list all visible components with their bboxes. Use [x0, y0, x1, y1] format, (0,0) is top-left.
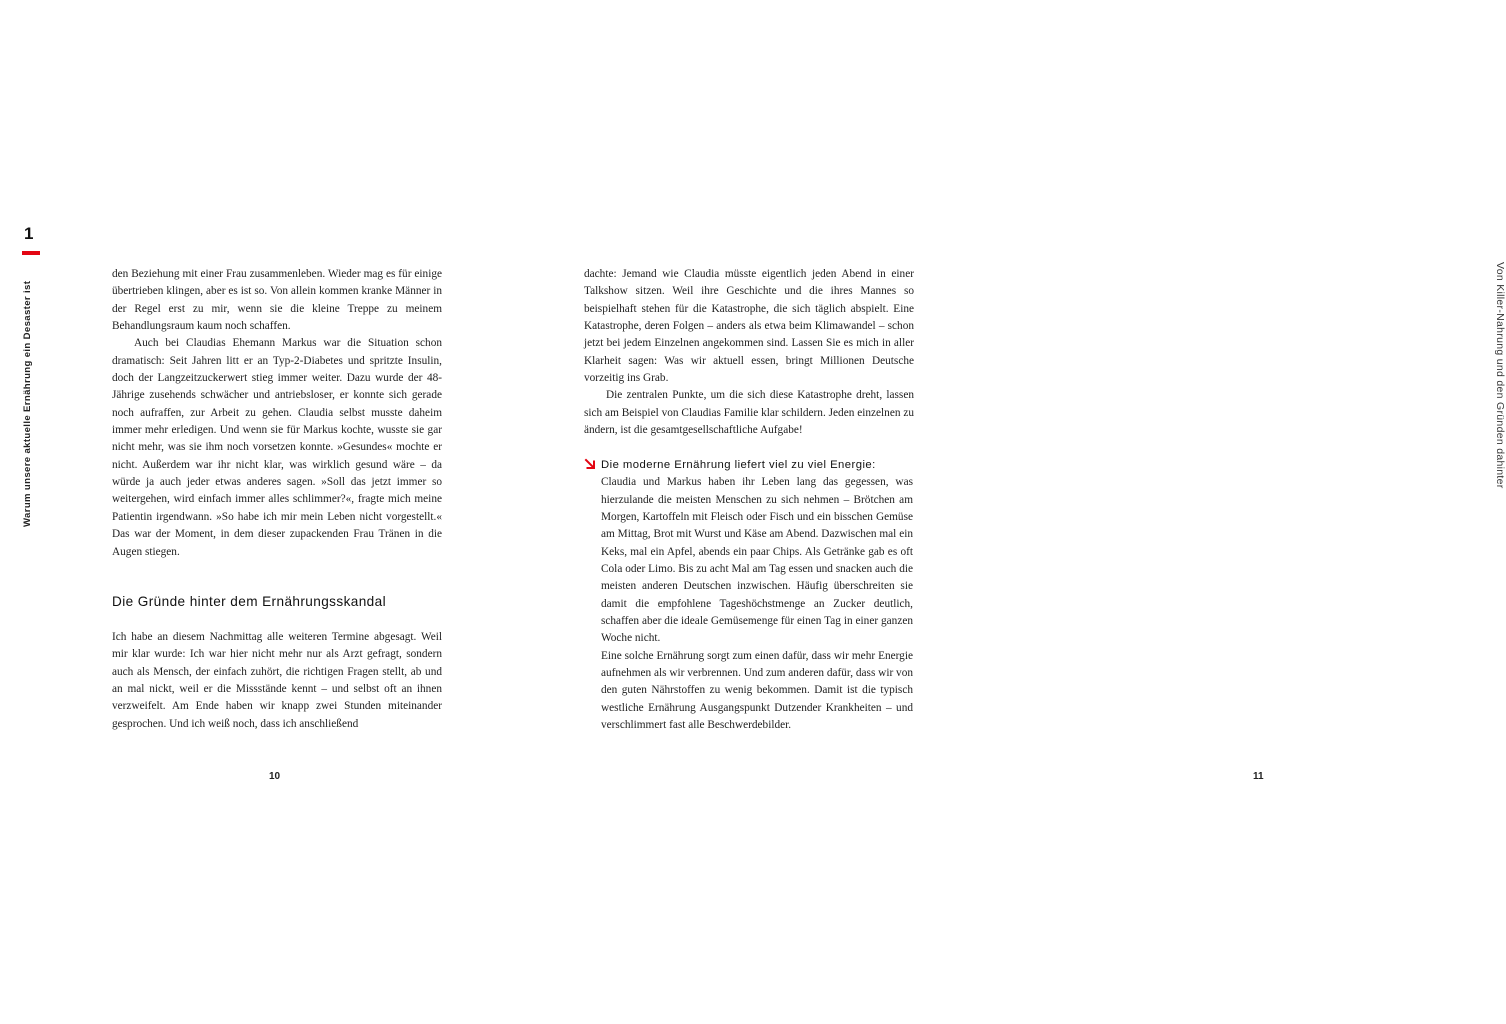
paragraph: den Beziehung mit einer Frau zusammenleben. Wieder mag es für einige übertrieben klingen, aber es ist so. Von allein kommen kranke Männer in der Regel erst zu mir, wenn sie die kleine Treppe zu meinem Behandlungsraum kaum noch schaffen.: [112, 268, 442, 333]
chapter-marker-bar: [22, 251, 40, 255]
paragraph: Auch bei Claudias Ehemann Markus war die Situation schon dramatisch: Seit Jahren litt er an Typ-2-Diabetes und spritzte Insulin, doch der Langzeitzuckerwert stieg immer weiter. Dazu wurde der 48-Jährige zusehends schwächer und antriebsloser, er konnte sich gerade noch aufraffen, zur Arbeit zu gehen. Claudia selbst musste daheim immer mehr erledigen. Und wenn sie für Markus kochte, wusste sie gar nicht mehr, was sie ihm noch vorsetzen konnte. »Gesundes« mochte er nicht. Außerdem war ihr nicht klar, was wirklich gesund wäre – da würde ja auch jeder etwas anderes sagen. »Soll das jetzt immer so weitergehen, wird einfach immer alles schlimmer?«, fragte mich meine Patientin irgendwann. »So habe ich mir mein Leben nicht vorgestellt.« Das war der Moment, in dem dieser zupackenden Frau Tränen in die Augen stiegen.: [112, 337, 442, 558]
text-column-left-bottom: [112, 629, 442, 733]
running-head-left: Warum unsere aktuelle Ernährung ein Desaster ist: [22, 280, 33, 527]
paragraph: Die zentralen Punkte, um die sich diese Katastrophe dreht, lassen sich am Beispiel von Claudias Familie klar schildern. Jeden einzelnen zu ändern, ist die gesamtgesellschaftliche Aufgabe!: [584, 389, 914, 437]
bullet-paragraph: Eine solche Ernährung sorgt zum einen dafür, dass wir mehr Energie aufnehmen als wir verbrennen. Und zum anderen dafür, dass wir von den guten Nährstoffen zu wenig bekommen. Damit ist die typisch westliche Ernährung Ausgangspunkt Dutzender Krankheiten – und verschlimmert fast alle Beschwerdebilder.: [601, 649, 913, 732]
page-number-right: 11: [1253, 771, 1264, 782]
chapter-number: 1: [24, 224, 34, 243]
section-heading: Die Gründe hinter dem Ernährungsskandal: [112, 594, 387, 609]
paragraph: Ich habe an diesem Nachmittag alle weiteren Termine abgesagt. Weil mir klar wurde: Ich war hier nicht mehr nur als Arzt gefragt, sondern auch als Mensch, der einfach zuhört, die richtigen Fragen stellt, ab und an mal nickt, weil er die Missstände kennt – und selbst oft an ihnen verzweifelt. Am Ende haben wir knapp zwei Stunden miteinander gesprochen. Und ich weiß noch, dass ich anschließend: [112, 631, 442, 730]
bullet-heading: Die moderne Ernährung liefert viel zu viel Energie:: [601, 459, 876, 471]
text-column-left-top: [112, 266, 442, 561]
left-page: [0, 0, 512, 1024]
text-column-right-top: [584, 266, 914, 439]
bullet-block: [601, 457, 913, 735]
running-head-right: Von Killer-Nahrung und den Gründen dahinter: [1494, 262, 1506, 489]
page-number-left: 10: [269, 771, 281, 782]
paragraph: dachte: Jemand wie Claudia müsste eigentlich jeden Abend in einer Talkshow sitzen. Weil ihre Geschichte und die ihres Mannes so beispielhaft stehen für die Katastrophe, die sich täglich abspielt. Eine Katastrophe, deren Folgen – anders als etwa beim Klimawandel – schon jetzt bei jedem Einzelnen angekommen sind. Lassen Sie es mich in aller Klarheit sagen: Was wir aktuell essen, bringt Millionen Deutsche vorzeitig ins Grab.: [584, 268, 914, 385]
arrow-down-right-icon: [584, 458, 596, 470]
bullet-paragraph: Claudia und Markus haben ihr Leben lang das gegessen, was hierzulande die meisten Menschen zu sich nehmen – Brötchen am Morgen, Kartoffeln mit Fleisch oder Fisch und ein bisschen Gemüse am Mittag, Brot mit Wurst und Käse am Abend. Dazwischen mal ein Keks, mal ein Apfel, abends ein paar Chips. Als Getränke gab es oft Cola oder Limo. Bis zu acht Mal am Tag essen und snacken auch die meisten anderen Deutschen inzwischen. Häufig überschreiten sie damit die empfohlene Tageshöchstmenge an Zucker deutlich, schaffen aber die ideale Gemüsemenge für einen Tag in einer ganzen Woche nicht.: [601, 476, 913, 645]
